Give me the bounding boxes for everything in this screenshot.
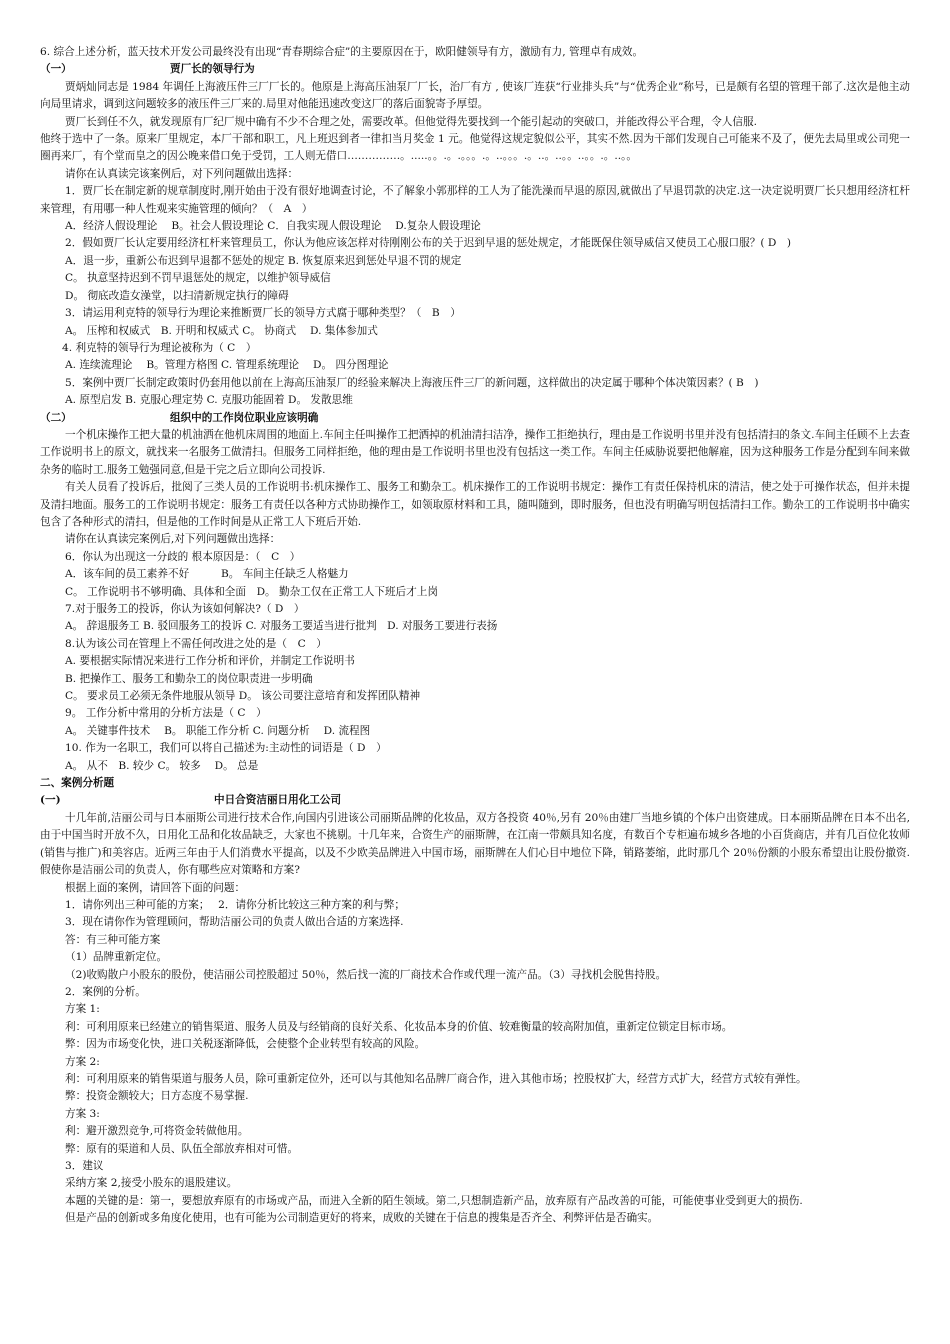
part2-case-heading (40, 792, 910, 809)
case2-number: （二） (40, 411, 72, 424)
case2-heading (40, 410, 910, 427)
case2-question-9: 9。 工作分析中常用的分析方法是（ C ） (65, 707, 267, 720)
part2-line: （2)收购散户小股东的股份，使洁丽公司控股超过 50％，然后找一流的厂商技术合作或代理一流产品。（3）寻找机会脱售持股。 (65, 968, 667, 981)
part2-line: 方案 1: (65, 1003, 100, 1016)
case1-question-3-options: A。 压榨和权威式 B. 开明和权威式 C。 协商式 D. 集体参加式 (65, 324, 378, 337)
case2-title: 组织中的工作岗位职业应该明确 (170, 411, 319, 424)
part2-line: 根据上面的案例，请回答下面的问题： (65, 881, 246, 894)
part2-line: 本题的关键的是：第一，要想放弃原有的市场或产品，而进入全新的陌生领域。第二,只想制造新产品，放弃原有产品改善的可能，可能使事业受到更大的损伤. (65, 1194, 803, 1207)
part2-line: 3．现在请你作为管理顾问，帮助洁丽公司的负责人做出合适的方案选择. (65, 916, 404, 929)
part2-line: 方案 2: (65, 1055, 100, 1068)
case2-question-7-options: A。 辞退服务工 B. 驳回服务工的投诉 C. 对服务工要适当进行批判 D. 对服务工要进行表扬 (65, 620, 498, 633)
part2-title: 二、案例分析题 (40, 777, 115, 790)
case1-question-4: 4. 利克特的领导行为理论被称为（ C ） (62, 341, 257, 354)
part2-line: 2．案例的分析。 (65, 985, 146, 998)
part2-line: 利：可利用原来的销售渠道与服务人员，除可重新定位外，还可以与其他知名品牌厂商合作，进入其他市场；控股权扩大，经营方式扩大，经营方式较有弹性。 (65, 1072, 807, 1085)
case2-question-6: 6．你认为出现这一分歧的 根本原因是：（ C ） (65, 550, 301, 563)
case1-title: 贾厂长的领导行为 (170, 63, 255, 76)
case2-question-9-options: A。 关键事件技术 B。 职能工作分析 C. 问题分析 D. 流程图 (65, 724, 371, 737)
part2-line: 采纳方案 2,接受小股东的退股建议。 (65, 1177, 238, 1190)
case2-question-8: 8.认为该公司在管理上不需任何改进之处的是（ C ） (65, 637, 327, 650)
case1-question-1: 1．贾厂长在制定新的规章制度时,刚开始由于没有很好地调查讨论，不了解象小郭那样的工人为了能洗澡而早退的原因,就做出了早退罚款的决定.这一决定说明贾厂长只想用经济杠杆来管理，有用哪一种人性观来实施管理的倾向？（ A ） (40, 185, 910, 215)
part2-paragraph: 十几年前,洁丽公司与日本丽斯公司进行技术合作,向国内引进该公司丽斯品牌的化妆品，双方各投资 40％,另有 20％由建厂当地乡镇的个体户出资建成。日本丽斯品牌在日本不出名,由于中国当时开放不久，日用化工品和化妆品缺乏，大家也不挑剔。十几年来，合资生产的丽斯牌，在江南一带颇具知名度，有数百个专柜遍布城乡各地的小百货商店，并有几百位化妆师(销售与推广)和美容店。近两三年由于人们消费水平提高，以及不少欧美品牌进入中国市场，丽斯牌在人们心目中地位下降，销路萎缩，此时那几个 20％份额的小股东希望出让股份撤资.假使你是洁丽公司的负责人，你有哪些应对策略和方案? (40, 811, 910, 877)
part2-line: 利：避开激烈竞争,可将资金转做他用。 (65, 1125, 249, 1138)
case2-question-8-option: C。 要求员工必须无条件地服从领导 D。 该公司要注意培育和发挥团队精神 (65, 690, 421, 703)
case1-question-3: 3．请运用利克特的领导行为理论来推断贾厂长的领导方式腐于哪种类型？（ B ） (65, 307, 461, 320)
case1-question-2: 2．假如贾厂长认定要用经济杠杆来管理员工，你认为他应该怎样对待刚刚公布的关于迟到早退的惩处规定，才能既保住领导威信又使员工心服口服？( D ) (65, 237, 792, 250)
case1-question-5: 5．案例中贾厂长制定政策时仍套用他以前在上海高压油泵厂的经验来解决上海液压件三厂的新问题，这样做出的决定属于哪种个体决策因素？( B ) (65, 376, 759, 389)
part2-line: 但是产品的创新或多角度化使用，也有可能为公司制造更好的将来，成败的关键在于信息的搜集是否齐全、利弊评估是否确实。 (65, 1212, 659, 1225)
case2-paragraph: 有关人员看了投诉后，批阅了三类人员的工作说明书:机床操作工、服务工和勤杂工。机床操作工的工作说明书规定：操作工有责任保持机床的清洁，使之处于可操作状态，但并未提及清扫地面。服务工的工作说明书规定：服务工有责任以各种方式协助操作工，如领取原材料和工具，随叫随到，即时服务，但也没有明确写明包括清扫工作。勤杂工的工作说明书中确实包含了各种形式的清扫，但是他的工作时间是从正常工人下班后开始. (40, 481, 910, 528)
case2-question-6-options: C。 工作说明书不够明确、具体和全面 D。 勤杂工仅在正常工人下班后才上岗 (65, 585, 438, 598)
case2-question-6-options: A．该车间的员工素养不好 B。 车间主任缺乏人格魅力 (65, 568, 349, 581)
case2-question-7: 7.对于服务工的投诉，你认为该如何解决?（ D ） (65, 603, 305, 615)
part2-line: 答：有三种可能方案 (65, 933, 161, 946)
case2-question-10-options: A。 从不 B. 较少 C。 较多 D。 总是 (65, 759, 259, 772)
case1-number: （一） (40, 63, 72, 76)
part2-case-number: (一) (40, 794, 61, 807)
case1-prompt: 请你在认真读完该案例后，对下列问题做出选择： (65, 167, 299, 180)
part2-line: 方案 3: (65, 1107, 100, 1120)
case1-question-2-option: C。 执意坚持迟到不罚早退惩处的规定，以维护领导威信 (65, 272, 331, 285)
case1-question-5-options: A. 原型启发 B. 克服心理定势 C. 克服功能固着 D。 发散思维 (65, 394, 353, 407)
part2-case-title: 中日合资洁丽日用化工公司 (214, 794, 342, 807)
case1-heading (40, 61, 910, 78)
case1-paragraph: 贾炳灿同志是 1984 年调任上海液压件三厂厂长的。他原是上海高压油泵厂厂长，治厂有方 , 使该厂连获“行业排头兵”与“优秀企业”称号，已是颇有名望的管理干部了.这次是他主动向局里请求，调到这问题较多的液压件三厂来的.局里对他能迅速改变这厂的落后面貌寄予厚望。 (40, 80, 910, 111)
part2-line: 弊：投资金额较大；日方态度不易掌握. (65, 1090, 249, 1103)
case2-question-8-option: B. 把操作工、服务工和勤杂工的岗位职责进一步明确 (65, 672, 313, 685)
case1-paragraph: 他终于选中了一条。原来厂里规定，本厂干部和职工，凡上班迟到者一律扣当月奖金 1 元。他觉得这规定貌似公平，其实不然.因为干部们发现自己可能来不及了，便先去局里或公司兜一圈再来厂，有个堂而皇之的因公晚来借口免于受罚，工人则无借口……………。.....。。.。.。。。.。..。。。.。..。..。。..。。.。..。。 (40, 133, 910, 163)
part2-line: 利：可利用原来已经建立的销售渠道、服务人员及与经销商的良好关系、化妆品本身的价值、较难衡量的较高附加值，重新定位锁定目标市场。 (65, 1020, 733, 1033)
case2-question-10: 10. 作为一名职工，我们可以将自己描述为:主动性的词语是（ D ） (65, 742, 387, 755)
case1-question-2-option: D。 彻底改造女澡堂，以扫清新规定执行的障碍 (65, 289, 289, 302)
case1-question-4-options: A. 连续流理论 B。管理方格图 C. 管理系统理论 D。 四分图理论 (65, 359, 389, 372)
case2-prompt: 请你在认真读完案例后,对下列问题做出选择： (65, 533, 281, 546)
case1-question-2-option: A．退一步，重新公布迟到早退都不惩处的规定 B. 恢复原来迟到惩处早退不罚的规定 (65, 254, 462, 267)
case1-question-1-options: A．经济人假设理论 B。社会人假设理论 C．自我实现人假设理论 D.复杂人假设理论 (65, 220, 481, 233)
part2-line: 弊：因为市场变化快，进口关税逐渐降低，会使整个企业转型有较高的风险。 (65, 1038, 426, 1051)
case2-paragraph: 一个机床操作工把大量的机油洒在他机床周围的地面上.车间主任叫操作工把洒掉的机油清扫洁净，操作工拒绝执行，理由是工作说明书里并没有包括清扫的条文.车间主任顾不上去查工作说明书上的原文，就找来一名服务工做清扫。但服务工同样拒绝，他的理由是工作说明书里也没有包括这一类工作。车间主任威胁说要把他解雇，因为这种服务工作是分配到车间来做杂务的临时工.服务工勉强同意,但是干完之后立即向公司投诉. (40, 428, 910, 476)
case1-paragraph: 贾厂长到任不久，就发现原有厂纪厂规中确有不少不合理之处，需要改革。但他觉得先要找到一个能引起动的突破口，并能改得公平合理，令人信服. (65, 115, 757, 128)
part2-line: 1．请你列出三种可能的方案； 2．请你分析比较这三种方案的利与弊； (65, 898, 405, 911)
part2-line: （1）品牌重新定位。 (65, 951, 168, 964)
intro-paragraph: 6. 综合上述分析，蓝天技术开发公司最终没有出现“青春期综合症”的主要原因在于，欧阳健领导有方，激励有力, 管理卓有成效。 (40, 46, 644, 58)
part2-line: 3．建议 (65, 1160, 104, 1172)
part2-line: 弊：原有的渠道和人员、队伍全部放弃相对可惜。 (65, 1142, 299, 1155)
case2-question-8-option: A. 要根据实际情况来进行工作分析和评价，并制定工作说明书 (65, 655, 355, 668)
